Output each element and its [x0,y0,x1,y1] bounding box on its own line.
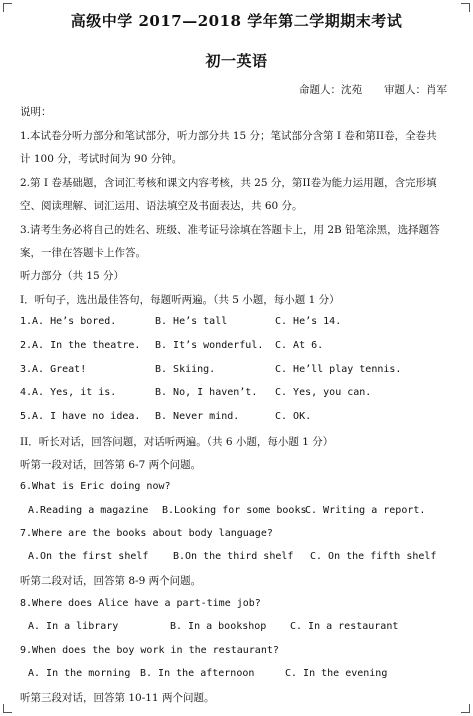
instruction-text: 3.请考生务必将自己的姓名、班级、准考证号涂填在答题卡上，用 2B 铅笔涂黑，选择题答 [20,224,440,236]
option-b: B. In a bookshop [170,621,267,632]
option-c: C. OK. [275,411,312,422]
option-a: 2.A. In the theatre. [20,340,141,351]
option-c: C. Writing a report. [305,505,426,516]
option-b: B. He’s tall [155,316,228,327]
instruction-text: 计 100 分，考试时间为 90 分钟。 [20,153,183,165]
option-b: B. No, I haven’t. [155,387,258,398]
option-a: A.Reading a magazine [28,505,149,516]
option-b: B.Looking for some books [162,505,307,516]
option-c: C. On the fifth shelf [310,551,437,562]
instructions-heading: 说明： [20,106,52,118]
dialogue-heading: 听第一段对话，回答第 6-7 两个问题。 [20,459,202,471]
option-b: B. In the afternoon [140,668,255,679]
option-a: 5.A. I have no idea. [20,411,141,422]
instruction-text: 2.第 I 卷基础题，含词汇考核和课文内容考核，共 25 分，第II卷为能力运用题，含完形填 [20,177,437,189]
part1-heading: I．听句子，选出最佳答句，每题听两遍。（共 5 小题，每小题 1 分） [20,294,340,306]
instruction-text: 1.本试卷分听力部分和笔试部分，听力部分共 15 分；笔试部分含第 I 卷和第II卷，全卷共 [20,130,437,142]
instruction-text: 空、阅读理解、词汇运用、语法填空及书面表达，共 60 分。 [20,200,303,212]
option-b: B. Never mind. [155,411,240,422]
part2-heading: II．听长对话，回答问题，对话听两遍。（共 6 小题，每小题 1 分） [20,436,334,448]
authors-line [277,82,447,97]
listening-heading: 听力部分（共 15 分） [20,270,125,282]
question-6: 6.What is Eric doing now? [20,481,171,492]
dialogue-heading: 听第三段对话，回答第 10-11 两个问题。 [20,692,215,704]
option-c: C. At 6. [275,340,324,351]
author: 命题人：沈苑 [299,84,362,96]
reviewer: 审题人：肖军 [384,84,447,96]
option-a: A. In the morning [28,668,131,679]
exam-title: 高级中学 2017—2018 学年第二学期期末考试 [70,12,403,30]
dialogue-heading: 听第二段对话，回答第 8-9 两个问题。 [20,575,202,587]
option-c: C. In a restaurant [290,621,399,632]
option-b: B.On the third shelf [173,551,294,562]
option-a: A. In a library [28,621,119,632]
crop-mark [461,704,470,713]
option-b: B. Skiing. [155,364,216,375]
option-c: C. In the evening [285,668,388,679]
question-8: 8.Where does Alice have a part-time job? [20,598,261,609]
option-a: 1.A. He’s bored. [20,316,117,327]
question-7: 7.Where are the books about body language? [20,528,273,539]
instruction-text: 案，一律在答题卡上作答。 [20,247,146,259]
option-c: C. He’ll play tennis. [275,364,402,375]
option-b: B. It’s wonderful. [155,340,264,351]
question-9: 9.When does the boy work in the restaurant? [20,645,279,656]
subject-title: 初一英语 [205,52,268,70]
crop-mark [3,704,12,713]
option-a: 3.A. Great! [20,364,87,375]
option-a: 4.A. Yes, it is. [20,387,117,398]
option-c: C. He’s 14. [275,316,342,327]
option-a: A.On the first shelf [28,551,149,562]
option-c: C. Yes, you can. [275,387,372,398]
